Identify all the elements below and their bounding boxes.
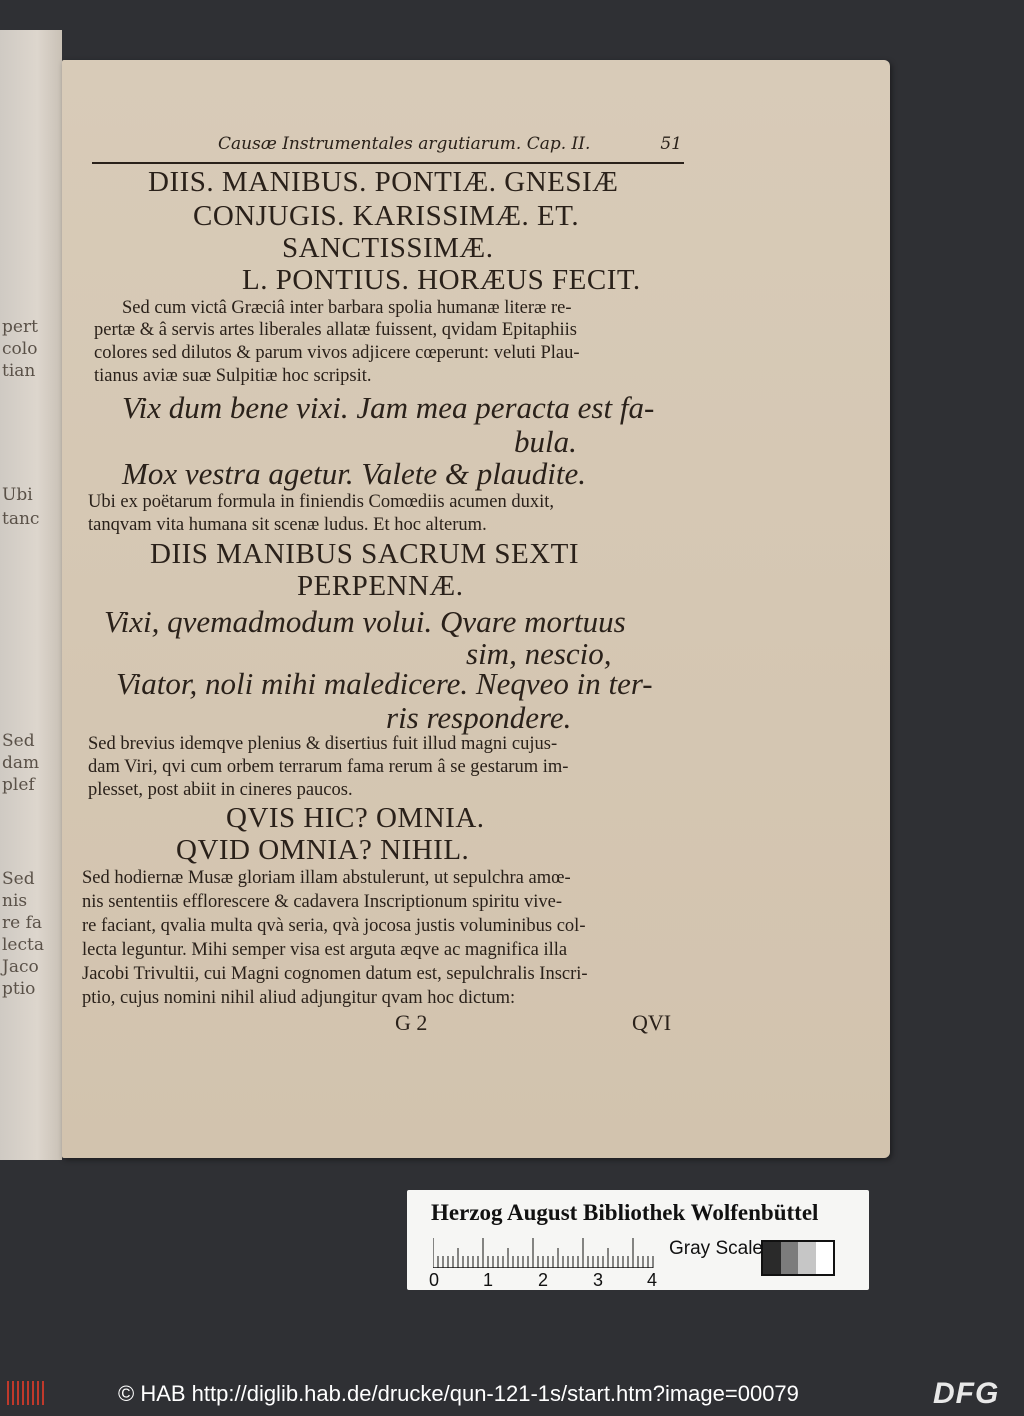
prev-fragment: tanc — [2, 509, 40, 529]
paragraph-line: pertæ & â servis artes liberales allatæ fuissent, qvidam Epitaphiis — [94, 320, 577, 340]
epitaph-line: DIIS. MANIBUS. PONTIÆ. GNESIÆ — [148, 166, 619, 198]
paragraph-line: Ubi ex poëtarum formula in finiendis Comœdiis acumen duxit, — [88, 492, 555, 512]
prev-fragment: Sed — [2, 731, 35, 751]
epitaph-line: QVID OMNIA? NIHIL. — [176, 834, 470, 866]
ruler-number: 4 — [647, 1270, 658, 1290]
epitaph-line: DIIS MANIBUS SACRUM SEXTI — [150, 538, 580, 570]
verse-line: Vix dum bene vixi. Jam mea peracta est fa- — [122, 390, 655, 425]
ruler-number: 3 — [593, 1270, 604, 1290]
paragraph-line: lecta leguntur. Mihi semper visa est arguta æqve ac magnifica illa — [82, 940, 568, 960]
copyright-url[interactable]: © HAB http://diglib.hab.de/drucke/qun-121-1s/start.htm?image=00079 — [118, 1381, 799, 1406]
verse-line: Viator, noli mihi maledicere. Neqveo in ter- — [116, 666, 653, 701]
epitaph-line: PERPENNÆ. — [297, 570, 464, 602]
prev-fragment: colo — [2, 339, 38, 359]
ruler-scale — [433, 1236, 663, 1268]
dfg-logo: DFG — [933, 1377, 1000, 1410]
running-title: Causæ Instrumentales argutiarum. Cap. II. — [218, 134, 591, 154]
gray-swatch — [798, 1242, 816, 1274]
ruler-number: 2 — [538, 1270, 549, 1290]
epitaph-line: L. PONTIUS. HORÆUS FECIT. — [242, 264, 641, 296]
gray-swatch — [816, 1242, 834, 1274]
paragraph-line: tanqvam vita humana sit scenæ ludus. Et hoc alterum. — [88, 515, 487, 535]
footer-bar — [0, 1371, 1024, 1416]
paragraph-line: dam Viri, qvi cum orbem terrarum fama rerum â se gestarum im- — [88, 757, 569, 777]
library-color-label — [407, 1190, 869, 1290]
paragraph-line: Sed cum victâ Græciâ inter barbara spolia humanæ literæ re- — [122, 298, 572, 318]
paragraph-line: re faciant, qvalia multa qvà seria, qvà jocosa justis voluminibus col- — [82, 916, 586, 936]
verse-line: sim, nescio, — [466, 636, 612, 671]
signature-mark: G 2 — [395, 1010, 428, 1035]
verse-line: Mox vestra agetur. Valete & plaudite. — [122, 456, 587, 491]
paragraph-line: Sed hodiernæ Musæ gloriam illam abstulerunt, ut sepulchra amœ- — [82, 868, 571, 888]
prev-fragment: dam — [2, 753, 40, 773]
prev-fragment: Jaco — [2, 957, 39, 977]
verse-line: Vixi, qvemadmodum volui. Qvare mortuus — [104, 604, 626, 639]
prev-fragment: ptio — [2, 979, 36, 999]
hab-barcode-icon — [6, 1379, 46, 1407]
gray-swatch — [763, 1242, 781, 1274]
ruler-number: 1 — [483, 1270, 494, 1290]
gray-scale-bar — [761, 1240, 835, 1276]
epitaph-line: QVIS HIC? OMNIA. — [226, 802, 485, 834]
running-header — [92, 134, 684, 164]
page-number: 51 — [660, 134, 682, 154]
prev-fragment: pert — [2, 317, 38, 337]
prev-fragment: plef — [2, 775, 35, 795]
paragraph-line: Jacobi Trivultii, cui Magni cognomen datum est, sepulchralis Inscri- — [82, 964, 588, 984]
paragraph-line: nis sententiis efflorescere & cadavera Inscriptionum spiritu vive- — [82, 892, 562, 912]
paragraph-line: colores sed dilutos & parum vivos adjicere cœperunt: veluti Plau- — [94, 343, 580, 363]
catchword: QVI — [632, 1010, 672, 1035]
ruler-number: 0 — [429, 1270, 440, 1290]
library-name: Herzog August Bibliothek Wolfenbüttel — [431, 1200, 819, 1225]
epitaph-line: CONJUGIS. KARISSIMÆ. ET. — [193, 200, 580, 232]
prev-fragment: Sed — [2, 869, 35, 889]
paragraph-line: plesset, post abiit in cineres paucos. — [88, 780, 353, 800]
prev-fragment: re fa — [2, 913, 43, 933]
prev-fragment: Ubi — [2, 485, 33, 505]
paragraph-line: Sed brevius idemqve plenius & disertius fuit illud magni cujus- — [88, 734, 558, 754]
gray-swatch — [781, 1242, 799, 1274]
verse-line: ris respondere. — [386, 700, 572, 735]
paragraph-line: tianus aviæ suæ Sulpitiæ hoc scripsit. — [94, 366, 372, 386]
paragraph-line: ptio, cujus nomini nihil aliud adjungitur qvam hoc dictum: — [82, 988, 516, 1008]
prev-fragment: tian — [2, 361, 36, 381]
previous-page-edge — [0, 30, 62, 1160]
verse-line: bula. — [514, 424, 577, 459]
prev-fragment: nis — [2, 891, 28, 911]
epitaph-line: SANCTISSIMÆ. — [282, 232, 494, 264]
prev-fragment: lecta — [2, 935, 44, 955]
gray-scale-label: Gray Scale — [669, 1238, 763, 1259]
